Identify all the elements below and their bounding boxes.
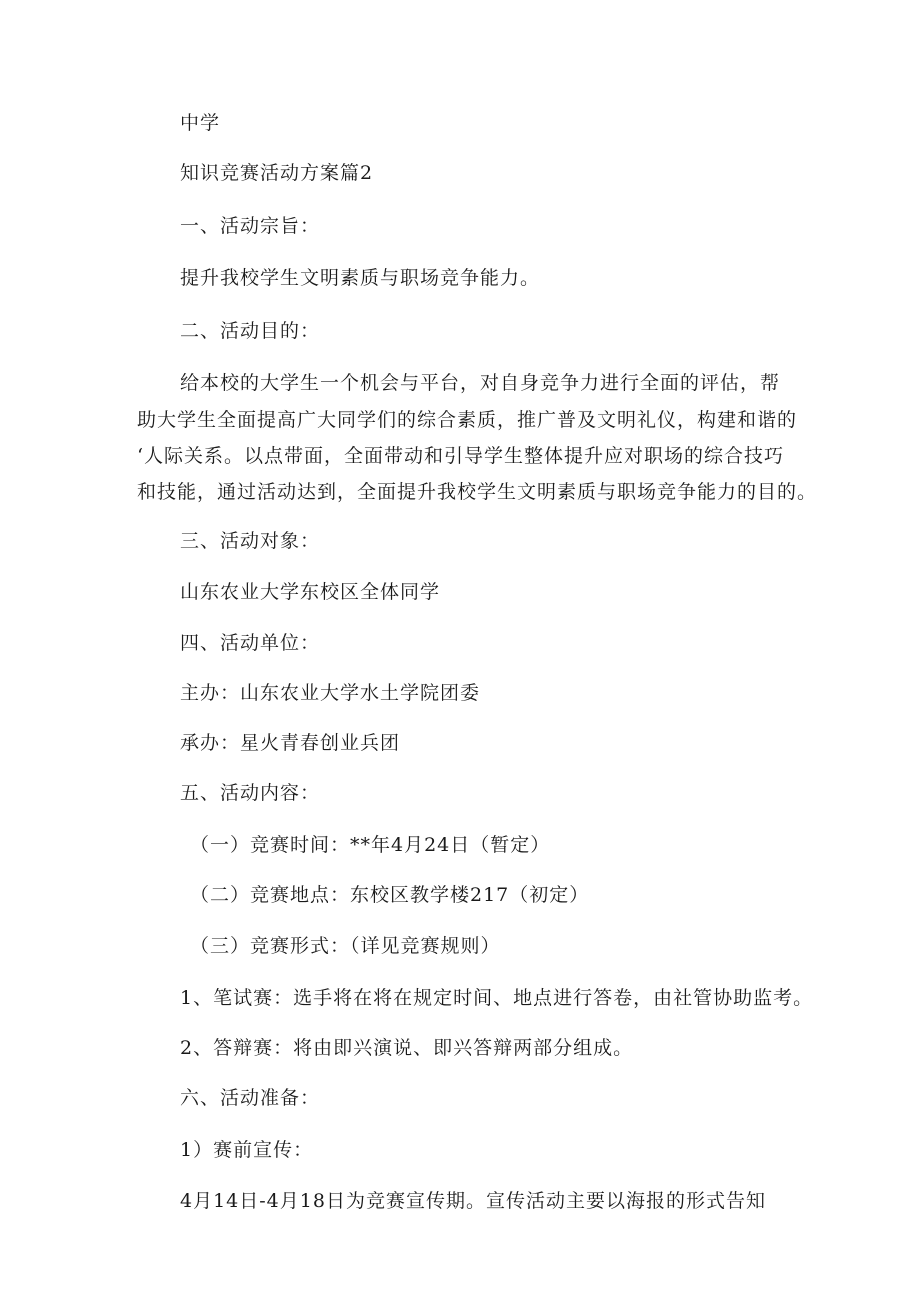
text-line-purpose: 提升我校学生文明素质与职场竞争能力。 (180, 267, 541, 289)
paragraph-line-2: 助大学生全面提高广大同学们的综合素质，推广普及文明礼仪，构建和谐的 (137, 409, 798, 431)
section-heading-content: 五、活动内容： (180, 782, 321, 804)
text-line-debate-round: 2、答辩赛：将由即兴演说、即兴答辩两部分组成。 (180, 1037, 634, 1059)
text-line-promotion-period: 4月14日-4月18日为竞赛宣传期。宣传活动主要以海报的形式告知 (180, 1190, 766, 1212)
text-line-written-round: 1、笔试赛：选手将在将在规定时间、地点进行答卷，由社管协助监考。 (180, 987, 814, 1009)
text-line-format: （三）竞赛形式：（详见竞赛规则） (190, 935, 501, 957)
section-heading-target: 三、活动对象： (180, 530, 321, 552)
text-line-organizer: 承办：星火青春创业兵团 (180, 732, 401, 754)
text-line-promotion: 1）赛前宣传： (180, 1139, 314, 1161)
paragraph-line-3: ‘人际关系。以点带面，全面带动和引导学生整体提升应对职场的综合技巧 (137, 445, 785, 467)
paragraph-line-4: 和技能，通过活动达到，全面提升我校学生文明素质与职场竞争能力的目的。 (137, 481, 818, 503)
text-line-host: 主办：山东农业大学水土学院团委 (180, 682, 481, 704)
text-line-location: （二）竞赛地点：东校区教学楼217（初定） (190, 884, 590, 906)
text-line-target: 山东农业大学东校区全体同学 (180, 581, 441, 603)
document-title: 知识竞赛活动方案篇2 (180, 162, 374, 184)
section-heading-goal: 二、活动目的： (180, 320, 321, 342)
text-line-school: 中学 (180, 112, 221, 134)
text-line-time: （一）竞赛时间：**年4月24日（暂定） (190, 834, 551, 856)
section-heading-purpose: 一、活动宗旨： (180, 215, 321, 237)
section-heading-preparation: 六、活动准备： (180, 1087, 321, 1109)
paragraph-line-1: 给本校的大学生一个机会与平台，对自身竞争力进行全面的评估，帮 (180, 372, 781, 394)
section-heading-units: 四、活动单位： (180, 632, 321, 654)
